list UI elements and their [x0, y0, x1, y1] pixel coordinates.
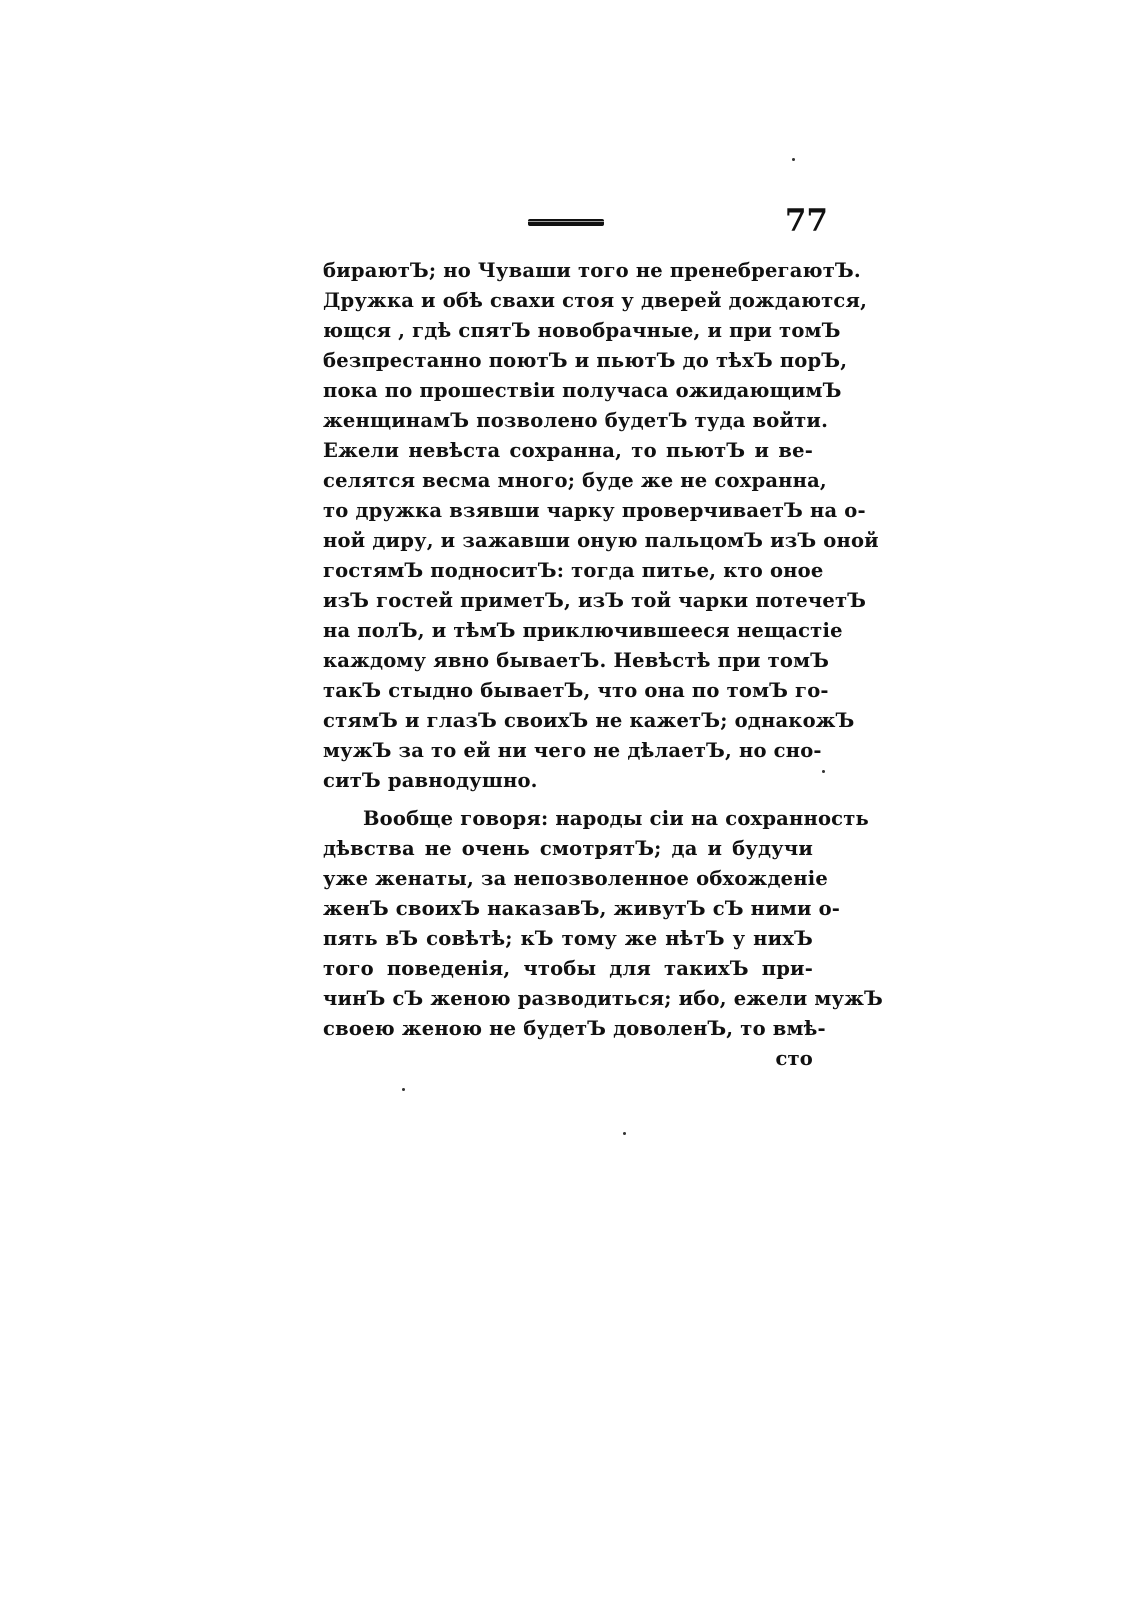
text-line: стямЪ и глазЪ своихЪ не кажетЪ; однакожЪ — [323, 709, 855, 732]
text-line: дѣвства не очень смотрятЪ; да и будучи — [323, 837, 813, 860]
text-line: безпрестанно поютЪ и пьютЪ до тѣхЪ порЪ, — [323, 349, 848, 372]
paragraph-gap — [323, 796, 813, 804]
text-line: изЪ гостей приметЪ, изЪ той чарки потечетЪ — [323, 589, 867, 612]
text-line: своею женою не будетЪ доволенЪ, то вмѣ- — [323, 1017, 826, 1040]
text-line: каждому явно бываетЪ. Невѣстѣ при томЪ — [323, 649, 830, 672]
paragraph-2 — [323, 804, 883, 1044]
text-line: то дружка взявши чарку проверчиваетЪ на о- — [323, 499, 866, 522]
text-line: уже женаты, за непозволенное обхожденіе — [323, 867, 828, 890]
body-text — [323, 256, 883, 1074]
paragraph-1 — [323, 256, 879, 796]
page-number: 77 — [784, 203, 828, 239]
print-speck — [623, 1132, 626, 1135]
text-line: женЪ своихЪ наказавЪ, живутЪ сЪ ними о- — [323, 897, 841, 920]
text-line: ющся , гдѣ спятЪ новобрачные, и при томЪ — [323, 319, 841, 342]
text-line: бираютЪ; но Чуваши того не пренебрегаютЪ. — [323, 259, 861, 282]
text-line: ситЪ равнодушно. — [323, 769, 538, 792]
print-speck — [792, 158, 795, 161]
text-line: чинЪ сЪ женою разводиться; ибо, ежели мужЪ — [323, 987, 883, 1010]
print-speck — [402, 1088, 405, 1091]
text-line: пока по прошествіи получаса ожидающимЪ — [323, 379, 842, 402]
header-ornament-rule — [528, 219, 604, 226]
text-line: на полЪ, и тѣмЪ приключившееся нещастіе — [323, 619, 843, 642]
catchword: сто — [775, 1047, 813, 1070]
text-line: женщинамЪ позволено будетЪ туда войти. — [323, 409, 829, 432]
text-line: того поведенія, чтобы для такихЪ при- — [323, 957, 813, 980]
text-line: селятся весма много; буде же не сохранна, — [323, 469, 827, 492]
text-line: такЪ стыдно бываетЪ, что она по томЪ го- — [323, 679, 829, 702]
text-line: пять вЪ совѣтѣ; кЪ тому же нѣтЪ у нихЪ — [323, 927, 813, 950]
text-line: Вообще говоря: народы сіи на сохранность — [363, 807, 869, 830]
print-speck — [822, 770, 825, 773]
text-line: Дружка и обѣ свахи стоя у дверей дождаются, — [323, 289, 868, 312]
text-line: мужЪ за то ей ни чего не дѣлаетЪ, но сно- — [323, 739, 822, 762]
text-line: гостямЪ подноситЪ: тогда питье, кто оное — [323, 559, 824, 582]
text-line: ной диру, и зажавши оную пальцомЪ изЪ оной — [323, 529, 879, 552]
text-line: Ежели невѣста сохранна, то пьютЪ и ве- — [323, 439, 813, 462]
